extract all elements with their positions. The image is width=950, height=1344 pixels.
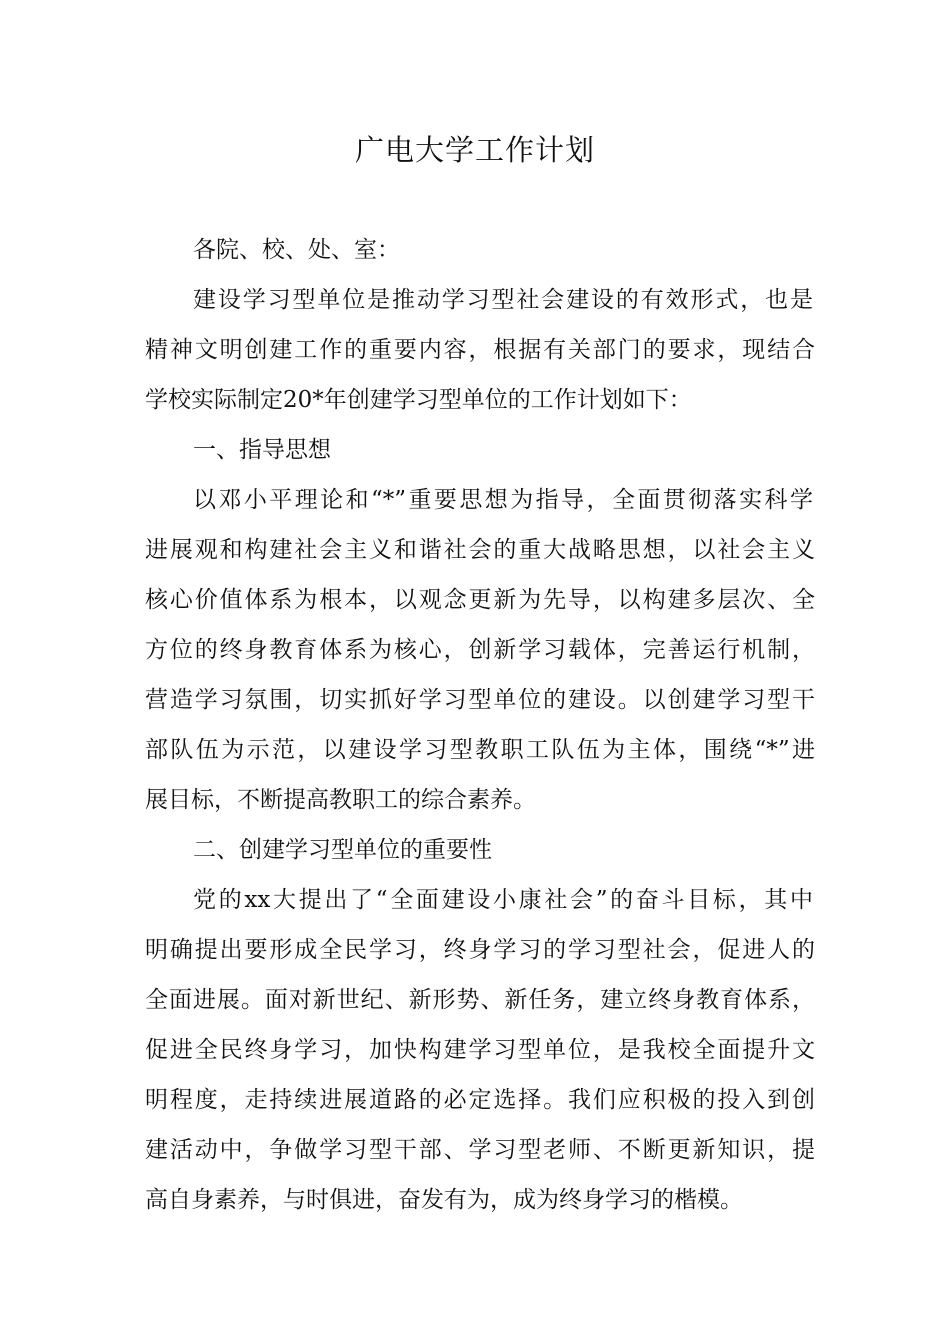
salutation: 各院、校、处、室： xyxy=(193,237,400,263)
paragraph-line: 部队伍为示范，以建设学习型教职工队伍为主体，围绕“*”进 xyxy=(145,737,815,763)
paragraph-line: 促进全民终身学习，加快构建学习型单位，是我校全面提升文 xyxy=(145,1037,815,1063)
paragraph-line: 明程度，走持续进展道路的必定选择。我们应积极的投入到创 xyxy=(145,1087,815,1113)
paragraph-line: 学校实际制定20*年创建学习型单位的工作计划如下： xyxy=(145,387,692,413)
paragraph-line: 建设学习型单位是推动学习型社会建设的有效形式，也是 xyxy=(193,287,813,313)
section-heading: 二、创建学习型单位的重要性 xyxy=(193,837,492,863)
paragraph-line: 高自身素养，与时俱进，奋发有为，成为终身学习的楷模。 xyxy=(145,1187,743,1213)
paragraph-line: 进展观和构建社会主义和谐社会的重大战略思想，以社会主义 xyxy=(145,537,815,563)
section-heading: 一、指导思想 xyxy=(193,437,331,463)
paragraph-line: 党的xx大提出了“全面建设小康社会”的奋斗目标，其中 xyxy=(193,887,813,913)
document-title: 广电大学工作计划 xyxy=(354,133,595,167)
paragraph-line: 核心价值体系为根本，以观念更新为先导，以构建多层次、全 xyxy=(145,587,815,613)
paragraph-line: 以邓小平理论和“*”重要思想为指导，全面贯彻落实科学 xyxy=(193,487,813,513)
paragraph-line: 方位的终身教育体系为核心，创新学习载体，完善运行机制， xyxy=(145,637,815,663)
paragraph-line: 展目标，不断提高教职工的综合素养。 xyxy=(145,787,536,813)
paragraph-line: 建活动中，争做学习型干部、学习型老师、不断更新知识，提 xyxy=(145,1137,815,1163)
paragraph-line: 精神文明创建工作的重要内容，根据有关部门的要求，现结合 xyxy=(145,337,815,363)
paragraph-line: 全面进展。面对新世纪、新形势、新任务，建立终身教育体系， xyxy=(145,987,815,1013)
paragraph-line: 明确提出要形成全民学习，终身学习的学习型社会，促进人的 xyxy=(145,937,815,963)
paragraph-line: 营造学习氛围，切实抓好学习型单位的建设。以创建学习型干 xyxy=(145,687,815,713)
